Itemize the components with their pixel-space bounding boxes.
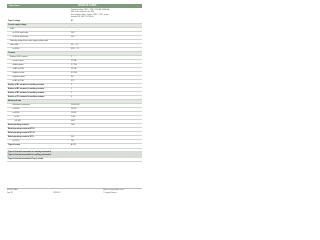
- spec-label: Number of NO contacts for auxiliary contacts: [8, 91, 45, 94]
- spec-label: Type of voltage: [8, 19, 21, 22]
- footer-change-notice: Subject to change without notice: [103, 190, 124, 192]
- spec-label: Rated operating current at DC-13: [8, 131, 35, 134]
- specification-table: [7, 20, 142, 162]
- spec-value: 0.85 ... 1.1: [71, 47, 79, 50]
- spec-label: • at 60 Hz rated value: [12, 35, 29, 38]
- spec-value: 10 A: [71, 123, 75, 126]
- footer-order-number: 3RH2122-1AB00: [7, 190, 18, 192]
- spec-value: 0: [71, 95, 72, 98]
- connection-type-label: Type of electrical connection for auxiliary and control: [8, 150, 51, 153]
- spec-label: Number of NC contacts for auxiliary contacts: [8, 87, 45, 90]
- spec-label: • apparent power: [12, 75, 25, 78]
- spec-row: [7, 144, 142, 148]
- description-line: terminal, 24 V AC, 50 / 60 Hz: [71, 15, 94, 18]
- spec-label: • holding power: [12, 63, 24, 66]
- spec-value: 2: [71, 55, 72, 58]
- spec-value: 1 000: [71, 115, 76, 118]
- spec-value: 5.7 V·A: [71, 63, 77, 66]
- footer-page-number: Page 1/3: [7, 192, 13, 194]
- spec-label: Rated operating current at 110 V: [8, 136, 34, 138]
- spec-value: 3 A: [71, 136, 74, 138]
- spec-value: 600 V: [71, 119, 76, 122]
- spec-value: 33 V·A: [71, 67, 77, 70]
- spec-label: value at AC: [10, 43, 19, 46]
- spec-label: • UL 508: [14, 119, 21, 122]
- connection-type-label: Type of electrical connection for auxiliary and control: [8, 153, 51, 156]
- spec-value: 24 V: [71, 31, 75, 34]
- spec-label: Rated operating current Ie: [8, 123, 30, 126]
- spec-label: • Mechanical endurance: [12, 103, 31, 106]
- spec-label: Type of current: [8, 144, 21, 147]
- spec-label: • at 60 Hz: [12, 47, 20, 50]
- spec-value: 0.75: [71, 79, 75, 82]
- spec-label: • at 60 Hz: [12, 111, 20, 114]
- spec-label: • at 50 Hz rated value: [12, 31, 29, 34]
- spec-value: AC/DC: [71, 144, 77, 147]
- spec-label: Number of CO contacts for auxiliary contacts: [8, 95, 45, 98]
- spec-value: 50 000: [71, 107, 77, 110]
- spec-value: 30 000 000: [71, 103, 80, 106]
- spec-value: 50 000: [71, 111, 77, 114]
- spec-row: [7, 158, 142, 162]
- description-line: S00, screw terminal, size S00,: [71, 11, 95, 14]
- document-type-label: Data sheet: [9, 4, 20, 7]
- footer-copyright: © Copyright Siemens: [103, 192, 117, 194]
- description-line: Contactor relay, 2 NO + 2 NC, 24 V AC, 50/60 Hz,: [71, 9, 110, 11]
- product-description: [71, 9, 141, 18]
- spec-label: Rated operating current at AC-15: [8, 127, 35, 130]
- spec-value: 1 A: [71, 140, 74, 143]
- footer-date: 07/26/2019: [53, 192, 61, 194]
- spec-value: 2: [71, 87, 72, 90]
- description-line: for contactor relays, 4-pole, 2 NO + 2 NC, screw: [71, 13, 109, 16]
- spec-value: 2: [71, 91, 72, 94]
- connection-type-block: [7, 151, 142, 159]
- spec-label: Contacts: [8, 51, 16, 54]
- spec-label: Operating range factor control supply voltage rated: [10, 39, 48, 42]
- spec-value: 0.8: [71, 75, 74, 78]
- spec-label: • inrush current: [12, 59, 24, 62]
- spec-label: • holding current: [12, 71, 25, 74]
- spec-label: Number of NC contacts for auxiliary contacts: [8, 83, 45, 86]
- order-number: 3RH2122-1AB00: [78, 3, 97, 7]
- spec-value: AC: [71, 19, 74, 22]
- spec-value: 24 V: [71, 35, 75, 38]
- header-band: [7, 4, 142, 8]
- spec-value: 0.8 ... 1.1: [71, 43, 79, 46]
- spec-value: 37 V·A: [71, 59, 77, 62]
- spec-value: 4.4 V·A: [71, 71, 77, 74]
- datasheet-page: [0, 0, 149, 198]
- spec-label: • at 50 Hz: [12, 107, 20, 110]
- spec-value: 2: [71, 83, 72, 86]
- spec-label: • at DC: [14, 115, 20, 118]
- spec-label: Control supply voltage: [8, 23, 27, 26]
- spec-label: • at AC at 60 Hz: [12, 67, 24, 70]
- spec-label: • at 220 V: [12, 140, 20, 143]
- page-footer: [7, 188, 142, 196]
- spec-label: Number of NO contacts: [10, 55, 28, 58]
- spec-label: • at AC at 60 Hz: [12, 79, 24, 82]
- spec-label: Type of electrical connection Plug-in socket: [8, 157, 44, 160]
- spec-label: at AC: [10, 27, 15, 30]
- spec-label: Mechanical data: [8, 99, 22, 102]
